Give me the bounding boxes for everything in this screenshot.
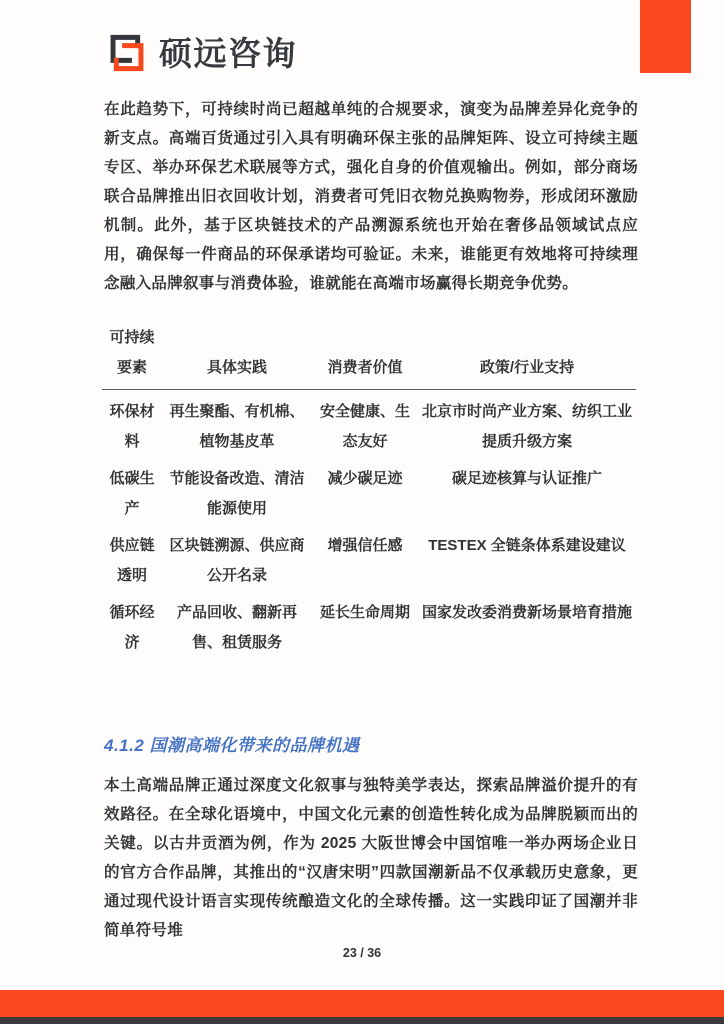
paragraph-guochao-brands: 本土高端品牌正通过深度文化叙事与独特美学表达，探索品牌溢价提升的有效路径。在全球化语境中，中国文化元素的创造性转化成为品牌脱颖而出的关键。以古井贡酒为例，作为 2025 大阪世博会中国馆唯一举办两场企业日的官方合作品牌，其推出的“汉唐宋明”四款国潮新品不仅承载历史意象，更通过现代设计语言实现传统酿造文化的全球传播。这一实践印证了国潮并非简单符号堆: [104, 777, 638, 939]
table-cell: 供应链透明: [109, 537, 155, 584]
table-cell: 延长生命周期: [319, 604, 410, 621]
table-cell: 碳足迹核算与认证推广: [451, 470, 602, 487]
table-cell: 区块链溯源、供应商公开名录: [169, 537, 305, 584]
table-cell: 减少碳足迹: [327, 470, 403, 487]
table-cell: TESTEX 全链条体系建设建议: [428, 537, 626, 554]
table-row: [102, 524, 636, 591]
table-cell: 北京市时尚产业方案、纺织工业提质升级方案: [422, 403, 633, 450]
table-header-practice: 具体实践: [162, 323, 312, 390]
table-cell: 增强信任感: [327, 537, 403, 554]
sustainability-table: [102, 323, 636, 658]
top-right-accent-rect: [640, 0, 691, 73]
table-cell: 环保材料: [109, 403, 155, 450]
table-cell: 安全健康、生态友好: [319, 403, 410, 450]
table-cell: 低碳生产: [109, 470, 155, 517]
table-row: [102, 390, 636, 458]
logo: [104, 27, 297, 79]
bottom-accent-bar: [0, 990, 724, 1017]
table-cell: 再生聚酯、有机棉、植物基皮革: [169, 403, 305, 450]
bottom-dark-strip: [0, 1017, 724, 1024]
table-row: [102, 457, 636, 524]
logo-icon: [104, 27, 150, 79]
table-row: [102, 591, 636, 658]
paragraph-sustainable-fashion: 在此趋势下，可持续时尚已超越单纯的合规要求，演变为品牌差异化竞争的新支点。高端百货通过引入具有明确环保主张的品牌矩阵、设立可持续主题专区、举办环保艺术联展等方式，强化自身的价值观输出。例如，部分商场联合品牌推出旧衣回收计划，消费者可凭旧衣物兑换购物券，形成闭环激励机制。此外，基于区块链技术的产品溯源系统也开始在奢侈品领域试点应用，确保每一件商品的环保承诺均可验证。未来，谁能更有效地将可持续理念融入品牌叙事与消费体验，谁就能在高端市场赢得长期竞争优势。: [104, 101, 638, 292]
logo-text: 硕远咨询: [159, 34, 297, 72]
table-cell: 产品回收、翻新再售、租赁服务: [176, 604, 297, 651]
table-header-consumer-value: 消费者价值: [312, 323, 418, 390]
section-heading-4-1-2: 4.1.2 国潮高端化带来的品牌机遇: [104, 736, 360, 755]
page-number: 23 / 36: [342, 946, 382, 960]
table-cell: 国家发改委消费新场景培育措施: [422, 604, 633, 621]
table-cell: 循环经济: [109, 604, 155, 651]
table-header-policy: 政策/行业支持: [418, 323, 636, 390]
table-header-row: [102, 323, 636, 390]
table-cell: 节能设备改造、清洁能源使用: [169, 470, 305, 517]
table-header-factor: 可持续要素: [102, 323, 162, 390]
